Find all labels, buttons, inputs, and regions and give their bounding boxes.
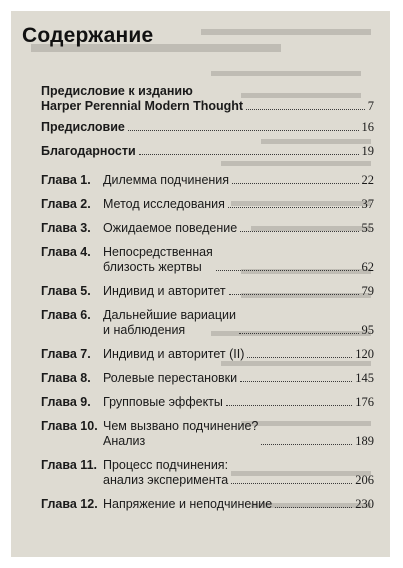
page-number: 120 [355,347,374,361]
page-number: 62 [361,260,374,274]
toc-entry-title-line: Напряжение и неподчинение [103,497,273,511]
chapter-label: Глава 5. [41,284,91,298]
chapter-label: Глава 2. [41,197,91,211]
toc-entry-chapter-1 [41,173,374,188]
page-number: 55 [361,221,374,235]
toc-entry-preface [41,120,374,135]
chapter-label: Глава 10. [41,419,98,433]
toc-entry-chapter-5 [41,284,374,299]
chapter-label: Глава 8. [41,371,91,385]
dot-leader [261,444,352,445]
chapter-label: Глава 4. [41,245,91,259]
page-number: 189 [355,434,374,448]
page-number: 176 [355,395,374,409]
toc-entry-chapter-11 [41,458,374,488]
toc-entry-chapter-12 [41,497,374,512]
dot-leader [229,294,359,295]
page-number: 7 [367,99,374,113]
toc-entry-title-line: анализ эксперимента [103,473,229,487]
page-number: 22 [361,173,374,187]
toc-entry-title-line: Метод исследования [103,197,225,211]
toc-entry-chapter-4 [41,245,374,275]
toc-entry-title [41,120,125,135]
dot-leader [240,381,352,382]
page-number: 230 [355,497,374,511]
toc-entry-title [41,84,243,114]
page-number: 19 [361,144,374,158]
toc-entry-chapter-2 [41,197,374,212]
chapter-label: Глава 6. [41,308,91,322]
dot-leader [275,507,352,508]
toc-entry-title-line: Предисловие к изданию [41,84,193,98]
chapter-label: Глава 3. [41,221,91,235]
toc-entry-title [103,197,225,212]
toc-entry-title [103,497,272,512]
toc-entry-title-line: Непосредственная [103,245,213,259]
chapter-label: Глава 9. [41,395,91,409]
toc-entry-title-line: Индивид и авторитет [103,284,226,298]
dot-leader [240,231,358,232]
toc-entry-title [103,221,237,236]
book-page [11,11,390,557]
page-number: 16 [361,120,374,134]
page-number: 95 [361,323,374,337]
toc-entry-chapter-8 [41,371,374,386]
toc-entry-title [103,395,223,410]
toc-entry-title [103,347,244,362]
dot-leader [247,357,352,358]
toc-entry-title [41,144,136,159]
chapter-label: Глава 12. [41,497,98,511]
toc-entry-title-line: Групповые эффекты [103,395,223,409]
toc-entry-title-line: Чем вызвано подчинение? [103,419,259,433]
page-number: 145 [355,371,374,385]
table-of-contents [41,84,374,512]
toc-entry-title-line: Предисловие [41,120,125,134]
page-number: 79 [361,284,374,298]
toc-entry-title-line: Ролевые перестановки [103,371,238,385]
toc-entry-title-line: Ожидаемое поведение [103,221,238,235]
toc-entry-title-line: Индивид и авторитет (II) [103,347,245,361]
toc-entry-chapter-9 [41,395,374,410]
toc-entry-title-line: и наблюдения [103,323,186,337]
dot-leader [228,207,359,208]
chapter-label: Глава 11. [41,458,97,472]
toc-entry-title [103,245,213,275]
toc-entry-title-line: Дальнейшие вариации [103,308,236,322]
toc-entry-title [103,284,226,299]
toc-entry-title [103,173,229,188]
toc-entry-chapter-7 [41,347,374,362]
dot-leader [239,333,359,334]
dot-leader [231,483,352,484]
toc-entry-preface-edition [41,84,374,114]
toc-entry-chapter-6 [41,308,374,338]
chapter-label: Глава 7. [41,347,91,361]
toc-entry-title [103,371,237,386]
chapter-label: Глава 1. [41,173,91,187]
toc-entry-title-line: Благодарности [41,144,136,158]
page-number: 37 [361,197,374,211]
dot-leader [128,130,359,131]
toc-entry-title-line: Процесс подчинения: [103,458,229,472]
page-number: 206 [355,473,374,487]
toc-entry-title [103,458,228,488]
toc-entry-title-line: Анализ [103,434,146,448]
toc-entry-chapter-10 [41,419,374,449]
toc-entry-title [103,419,258,449]
dot-leader [226,405,352,406]
toc-entry-acknowledgements [41,144,374,159]
toc-entry-title-line: Дилемма подчинения [103,173,230,187]
dot-leader [232,183,358,184]
toc-entry-title-line: близость жертвы [103,260,202,274]
toc-heading: Содержание [22,24,154,47]
toc-entry-title [103,308,236,338]
dot-leader [139,154,359,155]
dot-leader [246,109,365,110]
toc-entry-title-line: Harper Perennial Modern Thought [41,99,244,113]
dot-leader [216,270,359,271]
toc-entry-chapter-3 [41,221,374,236]
